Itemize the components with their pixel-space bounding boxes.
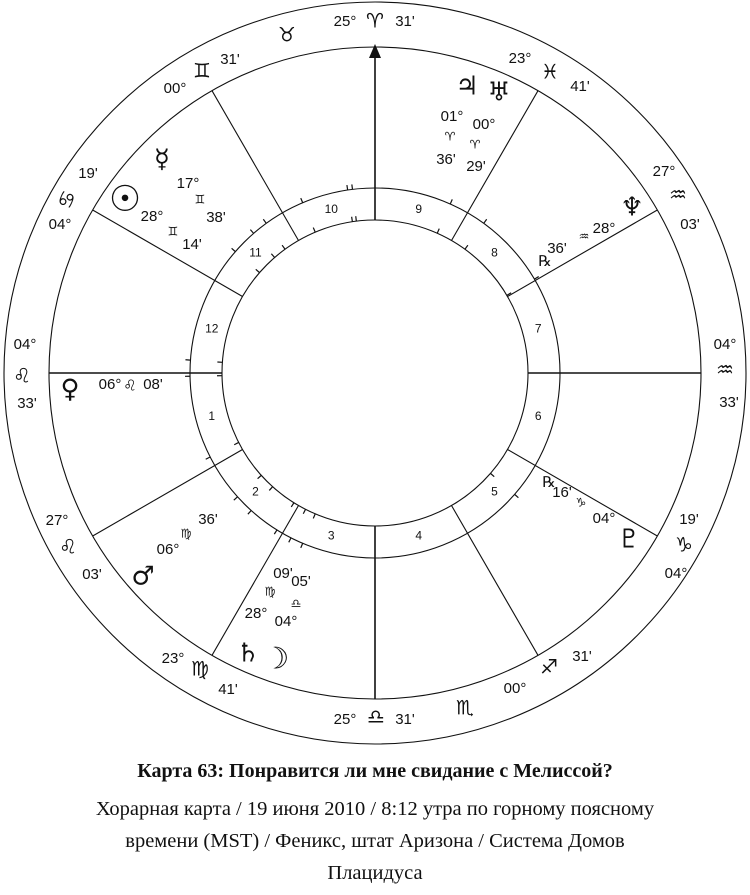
planet-tick [313,228,315,233]
planet-mercury [154,145,226,226]
cusp-degree: 27° [652,162,676,180]
cusp-degree: 23° [508,49,532,67]
libra-icon: ♎ [367,704,385,729]
cusp-degree: 04° [13,335,37,353]
virgo-icon: ♍ [180,526,192,541]
pluto-icon: ♇ [617,524,641,555]
jupiter-icon: ♃ [455,71,479,102]
aries-icon: ♈ [469,137,481,152]
planet-degree: 00° [472,115,496,133]
cusp-1-label [13,336,37,412]
mercury-icon: ☿ [154,144,170,175]
saturn-icon: ♄ [236,638,260,669]
cancer-icon: ♋ [52,186,81,213]
cusp-minutes: 31' [572,647,592,665]
house-numbers [205,202,542,542]
planet-degree: 28° [244,604,268,622]
aquarius-icon: ♒ [716,357,734,382]
planet-tick [356,216,357,221]
house-number-11: 11 [249,245,262,260]
cusp-minutes: 33' [17,394,37,412]
planet-tick [234,442,238,444]
planet-minutes: 05' [291,572,311,590]
cusp-3-label [162,650,238,698]
planet-minutes: 14' [182,235,202,253]
planet-tick [465,245,468,249]
cusp-8-label [653,163,700,233]
planet-tick [301,543,303,548]
cusp-minutes: 19' [78,164,98,182]
aries-icon: ♈ [366,8,384,33]
planet-minutes: 09' [273,564,293,582]
planet-degree: 28° [592,219,616,237]
planet-tick [303,509,305,513]
capricorn-icon: ♑ [675,532,693,557]
planet-venus [60,375,162,405]
house-number-8: 8 [491,245,498,260]
cusp-minutes: 31' [395,12,415,30]
planet-tick [250,230,253,234]
planet-neptune [538,193,643,270]
cusp-minutes: 19' [679,510,699,528]
house-number-5: 5 [491,484,498,499]
pisces-icon: ♓ [541,59,559,84]
cusp-degree: 04° [713,335,737,353]
planet-tick [515,494,519,497]
libra-icon: ♎ [290,596,302,611]
planet-minutes: 36' [547,239,567,257]
planet-tick [301,198,303,203]
cusp-degree: 25° [333,12,357,30]
planet-minutes: 16' [552,483,572,501]
chart-caption-line: Хорарная карта / 19 июня 2010 / 8:12 утра по горному поясному [95,798,655,820]
cusp-minutes: 41' [570,77,590,95]
uranus-icon: ♅ [487,77,511,108]
planet-degree: 06° [156,540,180,558]
moon-icon: ☽ [262,641,290,677]
planet-tick [437,229,439,234]
cusp-2-label [46,512,102,583]
planet-tick [352,217,353,222]
planet-tick [484,219,487,223]
house-number-3: 3 [327,528,335,543]
planet-minutes: 36' [198,510,218,528]
planet-pluto [542,474,640,555]
neptune-icon: ♆ [620,192,644,223]
leo-icon: ♌ [13,363,31,388]
venus-icon: ♀ [60,374,80,405]
planet-tick [263,219,266,223]
chart-caption-title: Карта 63: Понравится ли мне свидание с Мелиссой? [137,760,613,782]
planet-tick [256,269,260,272]
chart-caption-line: времени (MST) / Феникс, штат Аризона / Система Домов [125,830,625,852]
cusp-9-label [509,50,590,95]
gemini-icon: ♊ [167,224,179,239]
planet-tick [450,199,452,204]
house-number-7: 7 [534,321,542,336]
cusp-12-label [49,165,98,233]
planet-tick [490,473,494,476]
planet-tick [234,497,238,500]
aquarius-icon: ♒ [669,182,687,207]
virgo-icon: ♍ [191,656,209,681]
planet-minutes: 29' [466,157,486,175]
cusp-minutes: 31' [395,710,415,728]
mars-icon: ♂ [131,561,155,592]
cusp-line-8 [508,210,658,297]
planet-degree: 01° [440,107,464,125]
house-ring-inner [222,220,528,526]
retrograde-icon: ℞ [542,473,556,491]
leo-icon: ♌ [123,376,137,395]
planet-tick [206,457,210,459]
cusp-line-6 [508,450,658,537]
gemini-icon: ♊ [193,58,211,83]
cusp-minutes: 41' [218,680,238,698]
cusp-degree: 04° [48,215,72,233]
cusp-degree: 00° [163,79,187,97]
planet-tick [274,530,277,534]
house-number-9: 9 [415,201,423,216]
planet-tick [269,487,272,491]
planet-ticks [185,184,539,547]
planet-tick [232,248,236,251]
virgo-icon: ♍ [264,584,276,599]
sun-icon: ☉ [108,179,142,220]
cusp-line-9 [452,91,539,241]
house-ring-outer [190,188,560,558]
house-number-10: 10 [324,201,338,216]
cusp-minutes: 31' [220,50,240,68]
house-number-4: 4 [415,528,423,543]
cusp-10-label [334,9,415,33]
cusp-4-label [334,705,415,729]
cusp-degree: 27° [45,511,69,529]
house-number-1: 1 [208,408,216,423]
planet-minutes: 36' [436,150,456,168]
cusp-degree: 04° [664,564,688,582]
planet-tick [313,514,315,519]
planet-tick [282,245,285,249]
house-number-2: 2 [252,484,259,499]
aquarius-icon: ♒ [578,229,590,244]
planet-tick [352,184,353,189]
gemini-icon: ♊ [194,192,206,207]
planet-tick [258,475,262,478]
planet-tick [271,254,274,258]
house-number-12: 12 [205,321,219,336]
planet-tick [291,503,294,507]
capricorn-icon: ♑ [575,495,587,510]
cusp-7-label [714,336,739,411]
cusp-minutes: 33' [719,393,739,411]
planet-minutes: 08' [143,375,163,393]
house-number-6: 6 [534,408,542,423]
scorpio-icon: ♏ [456,695,474,720]
cusp-degree: 00° [503,679,527,697]
cusp-degree: 25° [333,710,357,728]
aries-icon: ♈ [444,129,456,144]
sagittarius-icon: ♐ [540,654,558,679]
cusp-line-5 [452,506,539,656]
planet-degree: 04° [592,509,616,527]
cusp-5-label [504,648,592,697]
taurus-icon: ♉ [278,22,296,47]
planet-tick [248,510,251,514]
mc-arrow-icon [369,44,381,58]
planet-tick [289,538,291,542]
planet-degree: 04° [274,612,298,630]
leo-icon: ♌ [59,534,77,559]
planet-tick [347,185,348,190]
planet-degree: 06° [98,375,122,393]
retrograde-icon: ℞ [538,252,552,270]
cusp-6-label [665,511,699,582]
chart-caption-line: Плацидуса [327,862,423,884]
planet-degree: 17° [176,174,200,192]
cusp-11-label [164,51,240,97]
cusp-minutes: 03' [680,215,700,233]
cusp-line-2 [93,450,243,537]
cusp-degree: 23° [161,649,185,667]
cusp-minutes: 03' [82,565,102,583]
planet-degree: 28° [140,207,164,225]
planet-minutes: 38' [206,208,226,226]
planet-mars [131,511,218,592]
